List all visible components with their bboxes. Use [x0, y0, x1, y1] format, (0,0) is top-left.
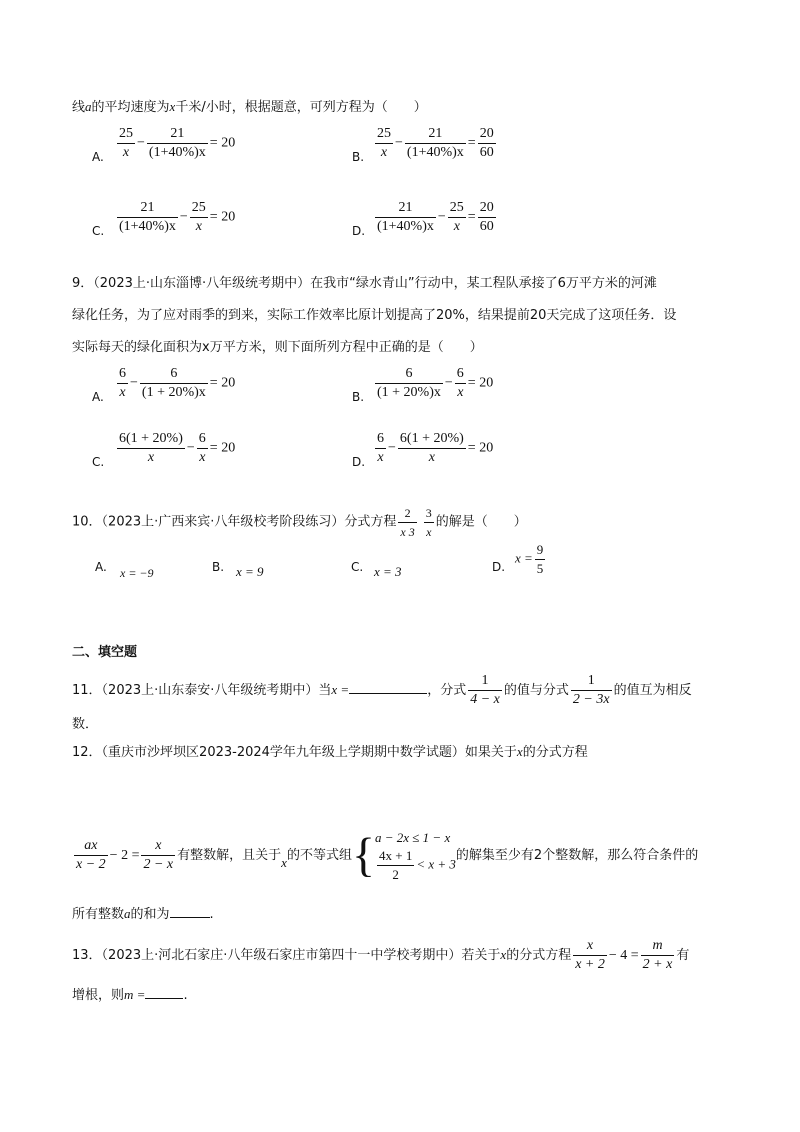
q9-option-b-equation: $\frac{6}{(1 + 20\%)x}$ − $\frac{6}{x}$ = 20 [377, 366, 494, 400]
q12-brace-icon: { [351, 828, 375, 882]
q9-option-b-label: B. [352, 390, 365, 404]
q10-option-a-expr: x = −9 [120, 566, 154, 580]
q11-answer-blank[interactable] [349, 693, 427, 694]
q8-option-b-label: B. [352, 150, 365, 164]
q8-stem: 线a的平均速度为x千米/小时，根据题意，可列方程为（ ） [72, 99, 427, 115]
q11-line-2: 数． [72, 717, 99, 732]
q13-line-1: 13．（2023上·河北石家庄·八年级石家庄市第四十一中学校考期中）若关于x的分式方程 $\frac{x}{x + 2}$ − 4 = $\frac{m}{2 + x}$ 有 [72, 938, 690, 973]
q13-answer-blank[interactable] [145, 998, 183, 999]
q10-option-d-expr: x = $\frac{9}{5}$ [515, 542, 544, 576]
q8-option-c-label: C. [92, 224, 105, 238]
q9-option-a-equation: $\frac{6}{x}$ − $\frac{6}{(1 + 20\%)x}$ = 20 [119, 366, 236, 400]
q8-option-d-equation: $\frac{21}{(1+40\%)x}$ − $\frac{25}{x}$ = $\frac{20}{60}$ [377, 200, 494, 234]
q12-var-x: x [281, 855, 287, 870]
q10-stem: 10．（2023上·广西来宾·八年级校考阶段练习）分式方程 $\frac{2}{x 3}$ $\frac{3}{x}$ 的解是（ ） [72, 506, 527, 539]
q12-line-2: $\frac{ax}{x - 2}$ − 2 = $\frac{x}{2 - x}$ 有整数解，且关于x的不等式组{ a − 2x ≤ 1 − x $\frac{4x + 1}{2}$ < x + 3 的解集至少有2个整数解，那么符合条件的 [76, 828, 699, 882]
q10-option-c-expr: x = 3 [374, 564, 402, 579]
q10-option-b-expr: x = 9 [236, 564, 264, 579]
q11-line-1: 11．（2023上·山东泰安·八年级统考期中）当x = ，分式 $\frac{1}{4 - x}$ 的值与分式 $\frac{1}{2 - 3x}$ 的值互为相反 [72, 673, 692, 708]
q13-line-2: 增根，则m = . [72, 987, 188, 1003]
q10-option-c-label: C. [351, 560, 364, 574]
q10-option-b-label: B. [212, 560, 225, 574]
q12-line-1: 12．（重庆市沙坪坝区2023-2024学年九年级上学期期中数学试题）如果关于x的分式方程 [72, 744, 588, 760]
q8-option-a-label: A. [92, 150, 104, 164]
q10-option-a-label: A. [95, 560, 107, 574]
q9-line-3: 实际每天的绿化面积为x万平方米，则下面所列方程中正确的是（ ） [72, 340, 483, 355]
q8-option-b-equation: $\frac{25}{x}$ − $\frac{21}{(1+40\%)x}$ = $\frac{20}{60}$ [377, 126, 494, 160]
q9-line-2: 绿化任务，为了应对雨季的到来，实际工作效率比原计划提高了20%，结果提前20天完成了这项任务．设 [72, 308, 677, 323]
q12-line-3: 所有整数a的和为 . [72, 906, 214, 922]
q8-option-d-label: D. [352, 224, 366, 238]
q9-option-d-equation: $\frac{6}{x}$ − $\frac{6(1 + 20\%)}{x}$ = 20 [377, 431, 494, 465]
q9-option-d-label: D. [352, 455, 366, 469]
q9-line-1: 9．（2023上·山东淄博·八年级统考期中）在我市“绿水青山”行动中，某工程队承接了6万平方米的河滩 [72, 276, 657, 291]
q10-option-d-label: D. [492, 560, 506, 574]
q12-inequality-system: a − 2x ≤ 1 − x $\frac{4x + 1}{2}$ < x + 3 [375, 830, 456, 882]
q8-option-a-equation: $\frac{25}{x}$ − $\frac{21}{(1+40\%)x}$ = 20 [119, 126, 236, 160]
q9-option-c-label: C. [92, 455, 105, 469]
q9-option-a-label: A. [92, 390, 104, 404]
q12-answer-blank[interactable] [170, 917, 210, 918]
q8-option-c-equation: $\frac{21}{(1+40\%)x}$ − $\frac{25}{x}$ = 20 [119, 200, 236, 234]
section-title-fill-in: 二、填空题 [72, 645, 138, 660]
q9-option-c-equation: $\frac{6(1 + 20\%)}{x}$ − $\frac{6}{x}$ = 20 [119, 431, 236, 465]
